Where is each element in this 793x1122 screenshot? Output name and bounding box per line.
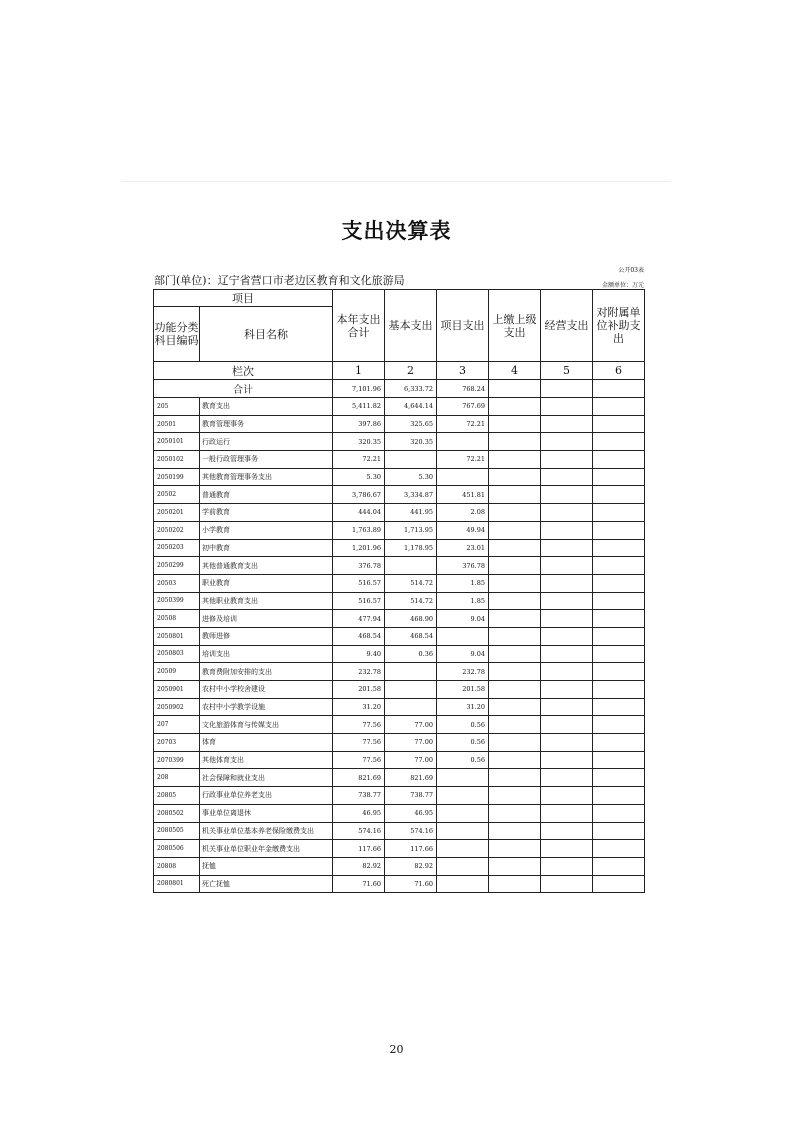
col-number: 4: [489, 362, 541, 380]
row-operating: [541, 769, 593, 787]
row-operating: [541, 822, 593, 840]
row-subsidy: [593, 486, 645, 504]
row-name: 死亡抚恤: [200, 875, 333, 893]
row-basic: [385, 557, 437, 575]
row-operating: [541, 451, 593, 469]
row-basic: 46.95: [385, 804, 437, 822]
row-operating: [541, 681, 593, 699]
row-basic: 77.00: [385, 751, 437, 769]
total-basic: 6,333.72: [385, 380, 437, 398]
row-total: 77.56: [333, 751, 385, 769]
row-code: 2070399: [154, 751, 200, 769]
row-upper: [489, 698, 541, 716]
row-code: 20502: [154, 486, 200, 504]
row-operating: [541, 610, 593, 628]
row-total: 5,411.82: [333, 398, 385, 416]
row-name: 培训支出: [200, 645, 333, 663]
row-code: 2080801: [154, 875, 200, 893]
row-subsidy: [593, 787, 645, 805]
row-name: 农村中小学校舍建设: [200, 681, 333, 699]
row-code: 2050201: [154, 504, 200, 522]
form-number: 公开03表: [618, 267, 644, 274]
row-upper: [489, 840, 541, 858]
row-total: 232.78: [333, 663, 385, 681]
row-subsidy: [593, 769, 645, 787]
row-basic: [385, 681, 437, 699]
row-code: 20703: [154, 734, 200, 752]
row-project: 451.81: [437, 486, 489, 504]
row-total: 3,786.67: [333, 486, 385, 504]
total-project: 768.24: [437, 380, 489, 398]
row-total: 468.54: [333, 627, 385, 645]
row-project: [437, 857, 489, 875]
row-subsidy: [593, 804, 645, 822]
row-operating: [541, 486, 593, 504]
header-project: 项目支出: [437, 290, 489, 362]
table-row: [154, 504, 645, 522]
table-row: [154, 840, 645, 858]
row-basic: 3,334.87: [385, 486, 437, 504]
row-project: 23.01: [437, 539, 489, 557]
row-total: 397.86: [333, 415, 385, 433]
row-project: 201.58: [437, 681, 489, 699]
row-project: 0.56: [437, 734, 489, 752]
row-name: 文化旅游体育与传媒支出: [200, 716, 333, 734]
header-operating: 经营支出: [541, 290, 593, 362]
row-code: 2050901: [154, 681, 200, 699]
row-subsidy: [593, 822, 645, 840]
table-row: [154, 751, 645, 769]
row-project: 72.21: [437, 451, 489, 469]
col-number: 6: [593, 362, 645, 380]
row-upper: [489, 539, 541, 557]
page-number: 20: [389, 1043, 404, 1056]
row-upper: [489, 592, 541, 610]
row-code: 2050803: [154, 645, 200, 663]
table-row: [154, 857, 645, 875]
row-operating: [541, 751, 593, 769]
table-row: [154, 698, 645, 716]
row-subsidy: [593, 716, 645, 734]
row-basic: 1,713.95: [385, 521, 437, 539]
row-total: 82.92: [333, 857, 385, 875]
row-subsidy: [593, 627, 645, 645]
row-total: 77.56: [333, 716, 385, 734]
row-total: 376.78: [333, 557, 385, 575]
row-subsidy: [593, 857, 645, 875]
row-total: 5.30: [333, 468, 385, 486]
row-upper: [489, 486, 541, 504]
row-upper: [489, 610, 541, 628]
row-name: 机关事业单位职业年金缴费支出: [200, 840, 333, 858]
department-label: 部门(单位)：辽宁省营口市老边区教育和文化旅游局: [154, 274, 405, 287]
row-code: 205: [154, 398, 200, 416]
row-name: 职业教育: [200, 574, 333, 592]
row-upper: [489, 769, 541, 787]
total-row: [154, 380, 645, 398]
row-upper: [489, 574, 541, 592]
col-number: 1: [333, 362, 385, 380]
table-row: [154, 822, 645, 840]
row-name: 其他普通教育支出: [200, 557, 333, 575]
row-project: 1.85: [437, 574, 489, 592]
row-code: 2050399: [154, 592, 200, 610]
row-total: 9.40: [333, 645, 385, 663]
row-project: [437, 787, 489, 805]
row-upper: [489, 398, 541, 416]
header-item: 项目: [154, 290, 333, 307]
row-basic: 77.00: [385, 734, 437, 752]
row-project: [437, 433, 489, 451]
table-row: [154, 574, 645, 592]
table-row: [154, 521, 645, 539]
row-project: 0.56: [437, 751, 489, 769]
row-total: 1,763.89: [333, 521, 385, 539]
row-operating: [541, 734, 593, 752]
row-name: 普通教育: [200, 486, 333, 504]
row-operating: [541, 468, 593, 486]
row-upper: [489, 716, 541, 734]
row-total: 738.77: [333, 787, 385, 805]
row-code: 2050203: [154, 539, 200, 557]
row-name: 行政运行: [200, 433, 333, 451]
row-project: 1.85: [437, 592, 489, 610]
row-name: 农村中小学教学设施: [200, 698, 333, 716]
row-basic: 514.72: [385, 574, 437, 592]
row-name: 抚恤: [200, 857, 333, 875]
row-basic: 821.69: [385, 769, 437, 787]
row-operating: [541, 840, 593, 858]
row-basic: 320.35: [385, 433, 437, 451]
row-upper: [489, 433, 541, 451]
row-operating: [541, 504, 593, 522]
row-operating: [541, 787, 593, 805]
row-project: 49.94: [437, 521, 489, 539]
amount-unit: 金额单位：万元: [601, 282, 644, 289]
row-project: 2.08: [437, 504, 489, 522]
row-total: 516.57: [333, 592, 385, 610]
row-basic: 71.60: [385, 875, 437, 893]
row-basic: [385, 698, 437, 716]
row-project: [437, 769, 489, 787]
row-basic: 1,178.95: [385, 539, 437, 557]
row-project: 232.78: [437, 663, 489, 681]
row-upper: [489, 451, 541, 469]
table-row: [154, 415, 645, 433]
row-code: 2050101: [154, 433, 200, 451]
total-sum: 7,101.96: [333, 380, 385, 398]
row-subsidy: [593, 663, 645, 681]
row-basic: 468.54: [385, 627, 437, 645]
table-row: [154, 804, 645, 822]
row-upper: [489, 557, 541, 575]
row-upper: [489, 663, 541, 681]
row-project: 72.21: [437, 415, 489, 433]
row-subsidy: [593, 875, 645, 893]
row-total: 117.66: [333, 840, 385, 858]
top-divider: [122, 181, 670, 182]
col-number: 2: [385, 362, 437, 380]
row-code: 2050902: [154, 698, 200, 716]
table-row: [154, 627, 645, 645]
row-code: 2080502: [154, 804, 200, 822]
row-upper: [489, 751, 541, 769]
row-project: [437, 627, 489, 645]
row-subsidy: [593, 451, 645, 469]
row-basic: [385, 451, 437, 469]
row-subsidy: [593, 698, 645, 716]
row-upper: [489, 504, 541, 522]
row-upper: [489, 645, 541, 663]
row-operating: [541, 663, 593, 681]
row-upper: [489, 875, 541, 893]
col-number: 3: [437, 362, 489, 380]
row-total: 821.69: [333, 769, 385, 787]
table-row: [154, 486, 645, 504]
row-upper: [489, 627, 541, 645]
header-subsidy: 对附属单位补助支出: [593, 290, 645, 362]
total-upper: [489, 380, 541, 398]
row-operating: [541, 804, 593, 822]
row-basic: 325.65: [385, 415, 437, 433]
row-project: 9.04: [437, 645, 489, 663]
row-name: 教育支出: [200, 398, 333, 416]
row-code: 20805: [154, 787, 200, 805]
row-project: [437, 468, 489, 486]
row-operating: [541, 539, 593, 557]
row-total: 46.95: [333, 804, 385, 822]
row-code: 20501: [154, 415, 200, 433]
row-basic: 82.92: [385, 857, 437, 875]
table-row: [154, 398, 645, 416]
row-name: 教育管理事务: [200, 415, 333, 433]
row-project: [437, 840, 489, 858]
table-row: [154, 610, 645, 628]
header-code: 功能分类科目编码: [154, 307, 200, 362]
col-number: 5: [541, 362, 593, 380]
row-operating: [541, 698, 593, 716]
row-name: 体育: [200, 734, 333, 752]
row-name: 教师进修: [200, 627, 333, 645]
row-code: 207: [154, 716, 200, 734]
row-total: 201.58: [333, 681, 385, 699]
header-total: 本年支出合计: [333, 290, 385, 362]
row-project: 0.56: [437, 716, 489, 734]
row-upper: [489, 681, 541, 699]
table-row: [154, 734, 645, 752]
row-basic: 574.16: [385, 822, 437, 840]
row-upper: [489, 521, 541, 539]
header-lanci: 栏次: [154, 362, 333, 380]
row-subsidy: [593, 574, 645, 592]
row-subsidy: [593, 521, 645, 539]
row-code: 2050801: [154, 627, 200, 645]
row-subsidy: [593, 557, 645, 575]
row-total: 477.94: [333, 610, 385, 628]
row-basic: 77.00: [385, 716, 437, 734]
row-name: 一般行政管理事务: [200, 451, 333, 469]
row-operating: [541, 521, 593, 539]
table-row: [154, 539, 645, 557]
row-upper: [489, 822, 541, 840]
expenditure-table: [153, 289, 645, 893]
row-operating: [541, 857, 593, 875]
table-row: [154, 433, 645, 451]
row-subsidy: [593, 398, 645, 416]
row-name: 教育费附加安排的支出: [200, 663, 333, 681]
row-basic: 117.66: [385, 840, 437, 858]
row-project: [437, 804, 489, 822]
row-name: 其他体育支出: [200, 751, 333, 769]
row-code: 2050102: [154, 451, 200, 469]
row-operating: [541, 398, 593, 416]
row-basic: [385, 663, 437, 681]
row-upper: [489, 857, 541, 875]
row-subsidy: [593, 645, 645, 663]
header-upper: 上缴上级支出: [489, 290, 541, 362]
row-operating: [541, 415, 593, 433]
row-code: 2050202: [154, 521, 200, 539]
row-code: 2050199: [154, 468, 200, 486]
row-basic: 468.90: [385, 610, 437, 628]
row-basic: 0.36: [385, 645, 437, 663]
table-row: [154, 663, 645, 681]
row-code: 2050299: [154, 557, 200, 575]
row-project: 767.69: [437, 398, 489, 416]
row-code: 2080506: [154, 840, 200, 858]
row-name: 初中教育: [200, 539, 333, 557]
row-subsidy: [593, 840, 645, 858]
row-total: 1,201.96: [333, 539, 385, 557]
row-total: 77.56: [333, 734, 385, 752]
page-title: 支出决算表: [341, 219, 452, 243]
row-total: 31.20: [333, 698, 385, 716]
row-subsidy: [593, 504, 645, 522]
row-subsidy: [593, 592, 645, 610]
row-subsidy: [593, 539, 645, 557]
row-total: 71.60: [333, 875, 385, 893]
table-row: [154, 716, 645, 734]
table-row: [154, 557, 645, 575]
row-upper: [489, 734, 541, 752]
row-total: 72.21: [333, 451, 385, 469]
row-basic: 5.30: [385, 468, 437, 486]
row-name: 进修及培训: [200, 610, 333, 628]
row-total: 574.16: [333, 822, 385, 840]
row-operating: [541, 592, 593, 610]
row-upper: [489, 468, 541, 486]
table-row: [154, 681, 645, 699]
header-basic: 基本支出: [385, 290, 437, 362]
row-project: 376.78: [437, 557, 489, 575]
row-name: 学前教育: [200, 504, 333, 522]
row-project: [437, 875, 489, 893]
table-row: [154, 451, 645, 469]
table-row: [154, 645, 645, 663]
table-row: [154, 769, 645, 787]
row-name: 其他教育管理事务支出: [200, 468, 333, 486]
row-subsidy: [593, 734, 645, 752]
row-operating: [541, 433, 593, 451]
row-code: 2080505: [154, 822, 200, 840]
row-name: 事业单位离退休: [200, 804, 333, 822]
row-operating: [541, 557, 593, 575]
row-upper: [489, 787, 541, 805]
total-subsidy: [593, 380, 645, 398]
row-subsidy: [593, 468, 645, 486]
row-total: 320.35: [333, 433, 385, 451]
row-operating: [541, 574, 593, 592]
row-project: [437, 822, 489, 840]
total-operating: [541, 380, 593, 398]
row-name: 小学教育: [200, 521, 333, 539]
row-subsidy: [593, 433, 645, 451]
row-basic: 738.77: [385, 787, 437, 805]
row-project: 31.20: [437, 698, 489, 716]
row-code: 20508: [154, 610, 200, 628]
row-operating: [541, 716, 593, 734]
header-name: 科目名称: [200, 307, 333, 362]
row-subsidy: [593, 681, 645, 699]
row-upper: [489, 415, 541, 433]
total-label: 合计: [154, 380, 333, 398]
row-basic: 4,644.14: [385, 398, 437, 416]
row-code: 20503: [154, 574, 200, 592]
row-subsidy: [593, 610, 645, 628]
row-operating: [541, 627, 593, 645]
table-row: [154, 592, 645, 610]
row-code: 208: [154, 769, 200, 787]
row-operating: [541, 875, 593, 893]
row-subsidy: [593, 751, 645, 769]
row-basic: 514.72: [385, 592, 437, 610]
row-total: 444.04: [333, 504, 385, 522]
row-name: 社会保障和就业支出: [200, 769, 333, 787]
row-subsidy: [593, 415, 645, 433]
row-basic: 441.95: [385, 504, 437, 522]
row-code: 20509: [154, 663, 200, 681]
table-row: [154, 875, 645, 893]
table-row: [154, 787, 645, 805]
row-total: 516.57: [333, 574, 385, 592]
row-name: 机关事业单位基本养老保险缴费支出: [200, 822, 333, 840]
row-name: 其他职业教育支出: [200, 592, 333, 610]
row-operating: [541, 645, 593, 663]
row-project: 9.04: [437, 610, 489, 628]
row-name: 行政事业单位养老支出: [200, 787, 333, 805]
row-code: 20808: [154, 857, 200, 875]
table-row: [154, 468, 645, 486]
row-upper: [489, 804, 541, 822]
